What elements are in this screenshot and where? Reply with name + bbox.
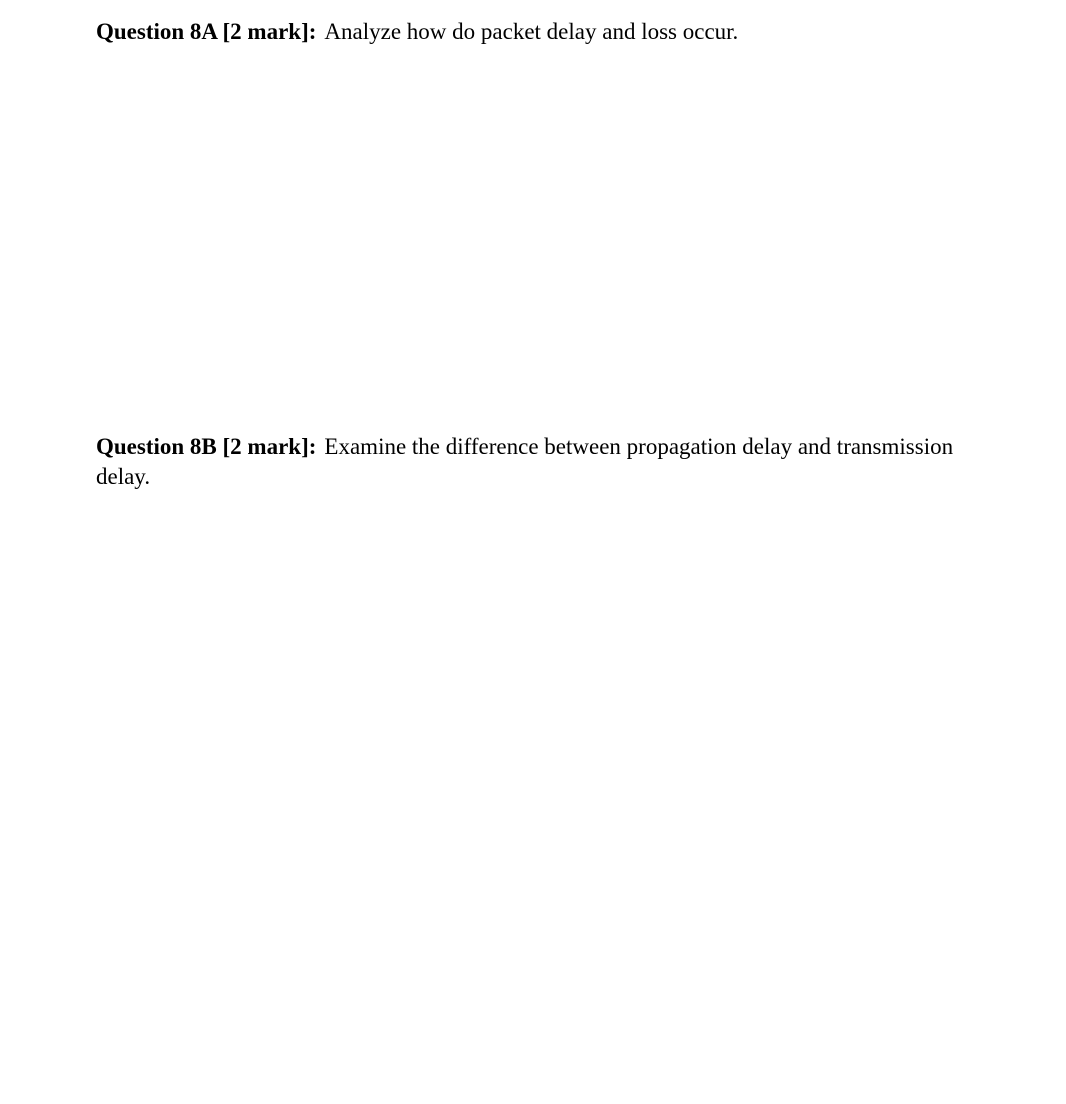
question-8a-label: Question 8A [2 mark]: xyxy=(96,19,317,44)
answer-space-8a xyxy=(96,60,1006,420)
question-8b xyxy=(96,432,1006,492)
question-8b-text: Examine the difference between propagation delay and transmission delay. xyxy=(96,434,954,489)
answer-space-8b xyxy=(96,500,1006,1080)
question-8a xyxy=(96,17,1006,47)
question-8b-label: Question 8B [2 mark]: xyxy=(96,434,317,459)
question-8a-text: Analyze how do packet delay and loss occur. xyxy=(324,19,739,44)
